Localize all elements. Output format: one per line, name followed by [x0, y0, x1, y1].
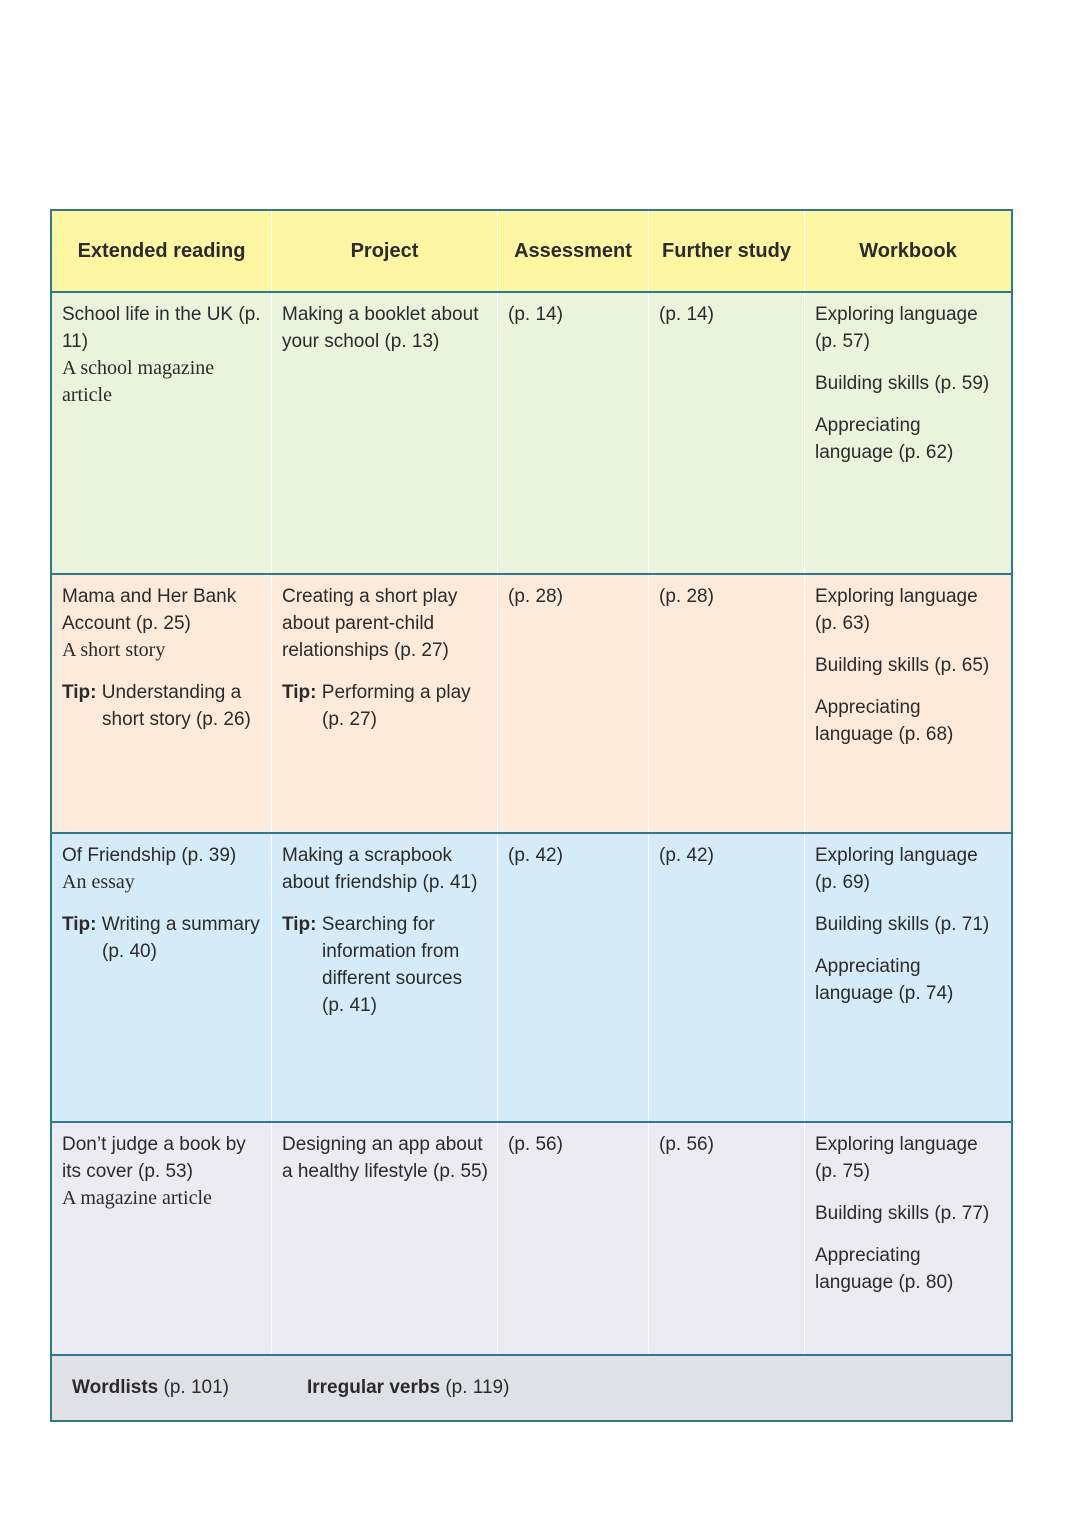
tip-text[interactable]: Searching for information from different sources (p. 41) [321, 914, 463, 1016]
reading-type: A magazine article [62, 1187, 212, 1209]
tip-text[interactable]: Understanding a short story (p. 26) [101, 682, 251, 730]
table-header-row [52, 211, 1011, 291]
header-extended-reading: Extended reading [77, 239, 246, 262]
reading-tip [62, 911, 263, 965]
contents-table [50, 209, 1013, 1422]
project-cell [271, 575, 497, 832]
tip-text[interactable]: Performing a play (p. 27) [321, 682, 471, 730]
workbook-item[interactable]: Appreciating language (p. 80) [815, 1245, 954, 1293]
tip-label: Tip: [62, 682, 97, 703]
project-title[interactable]: Making a booklet about your school (p. 13) [282, 304, 479, 352]
further-study-page[interactable]: (p. 42) [659, 845, 714, 866]
tip-label: Tip: [62, 914, 97, 935]
workbook-item[interactable]: Building skills (p. 71) [815, 914, 990, 935]
workbook-cell [804, 834, 1011, 1121]
further-study-page[interactable]: (p. 28) [659, 586, 714, 607]
workbook-item[interactable]: Appreciating language (p. 68) [815, 697, 954, 745]
table-row [52, 1121, 1011, 1354]
workbook-item[interactable]: Building skills (p. 59) [815, 373, 990, 394]
assessment-cell [497, 293, 648, 573]
reading-title[interactable]: Mama and Her Bank Account (p. 25) [62, 586, 237, 634]
workbook-item[interactable]: Building skills (p. 77) [815, 1203, 990, 1224]
further-study-page[interactable]: (p. 56) [659, 1134, 714, 1155]
workbook-cell [804, 575, 1011, 832]
extended-reading-cell [52, 834, 271, 1121]
tip-label: Tip: [282, 682, 317, 703]
workbook-cell [804, 1123, 1011, 1354]
reading-title[interactable]: Don’t judge a book by its cover (p. 53) [62, 1134, 246, 1182]
extended-reading-cell [52, 293, 271, 573]
assessment-page[interactable]: (p. 28) [508, 586, 563, 607]
assessment-cell [497, 1123, 648, 1354]
workbook-item[interactable]: Exploring language (p. 69) [815, 845, 978, 893]
workbook-item[interactable]: Exploring language (p. 57) [815, 304, 978, 352]
project-cell [271, 834, 497, 1121]
project-tip [282, 911, 489, 1019]
table-row [52, 573, 1011, 832]
wordlists-link[interactable] [72, 1377, 229, 1399]
reading-type: A school magazine article [62, 357, 215, 406]
header-project: Project [271, 211, 497, 291]
reading-title[interactable]: Of Friendship (p. 39) [62, 845, 237, 866]
header-workbook: Workbook [804, 211, 1011, 291]
header-further-study: Further study [648, 211, 804, 291]
reading-title[interactable]: School life in the UK (p. 11) [62, 304, 261, 352]
table-row [52, 832, 1011, 1121]
irregular-verbs-page: (p. 119) [445, 1377, 510, 1398]
wordlists-label: Wordlists [72, 1377, 159, 1398]
workbook-item[interactable]: Building skills (p. 65) [815, 655, 990, 676]
header-assessment: Assessment [497, 211, 648, 291]
workbook-item[interactable]: Appreciating language (p. 62) [815, 415, 954, 463]
further-study-cell [648, 575, 804, 832]
irregular-verbs-label: Irregular verbs [306, 1377, 441, 1398]
further-study-cell [648, 834, 804, 1121]
project-title[interactable]: Creating a short play about parent-child relationships (p. 27) [282, 586, 458, 661]
assessment-page[interactable]: (p. 42) [508, 845, 563, 866]
further-study-cell [648, 293, 804, 573]
appendix-row [52, 1354, 1011, 1420]
assessment-page[interactable]: (p. 56) [508, 1134, 563, 1155]
reading-type: A short story [62, 639, 166, 661]
project-cell [271, 293, 497, 573]
extended-reading-cell [52, 575, 271, 832]
project-title[interactable]: Making a scrapbook about friendship (p. 41) [282, 845, 478, 893]
workbook-item[interactable]: Exploring language (p. 63) [815, 586, 978, 634]
further-study-page[interactable]: (p. 14) [659, 304, 714, 325]
assessment-page[interactable]: (p. 14) [508, 304, 563, 325]
project-cell [271, 1123, 497, 1354]
wordlists-page: (p. 101) [163, 1377, 229, 1398]
extended-reading-cell [52, 1123, 271, 1354]
reading-tip [62, 679, 263, 733]
assessment-cell [497, 834, 648, 1121]
workbook-item[interactable]: Exploring language (p. 75) [815, 1134, 978, 1182]
further-study-cell [648, 1123, 804, 1354]
workbook-item[interactable]: Appreciating language (p. 74) [815, 956, 954, 1004]
reading-type: An essay [62, 871, 135, 893]
assessment-cell [497, 575, 648, 832]
project-title[interactable]: Designing an app about a healthy lifestyle (p. 55) [282, 1134, 488, 1182]
tip-label: Tip: [282, 914, 317, 935]
table-row [52, 291, 1011, 573]
workbook-cell [804, 293, 1011, 573]
irregular-verbs-link[interactable] [307, 1377, 509, 1399]
tip-text[interactable]: Writing a summary (p. 40) [101, 914, 260, 962]
project-tip [282, 679, 489, 733]
